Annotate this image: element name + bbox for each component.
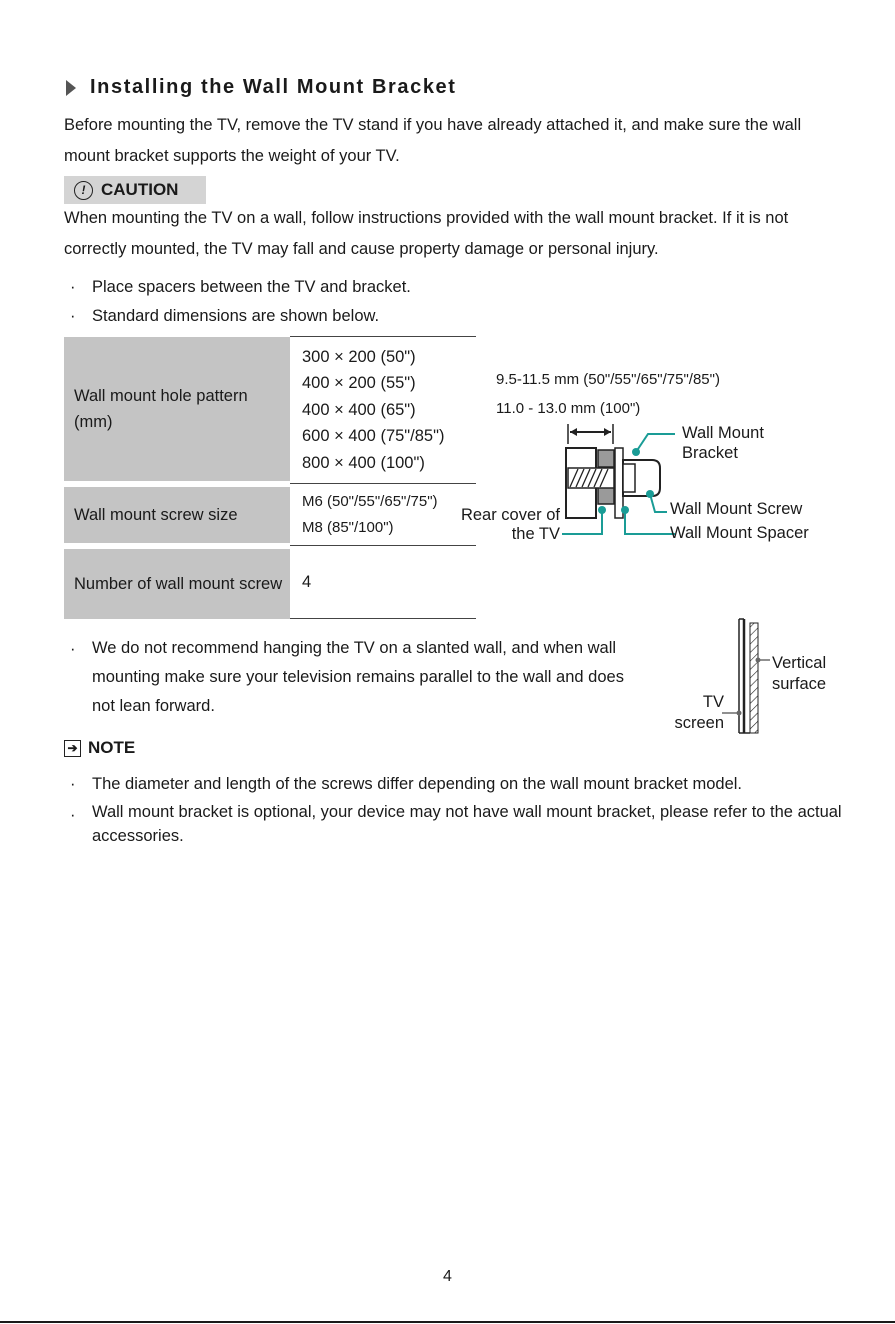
table-value: M8 (85"/100") <box>302 518 394 536</box>
table-row-values <box>290 337 476 484</box>
bullet-dot: · <box>70 775 76 793</box>
bullet-text: Wall mount bracket is optional, your device may not have wall mount bracket, please refer to the actual accessories. <box>92 803 842 845</box>
section-title <box>66 76 457 99</box>
tv-screen-label: TV screen <box>674 693 724 732</box>
table-row <box>64 484 476 546</box>
bullet-item <box>64 301 379 332</box>
table-bottom-rule <box>64 619 476 620</box>
spec-table <box>64 336 476 619</box>
bottom-rule <box>0 1321 895 1323</box>
note-label: NOTE <box>88 738 136 757</box>
bullet-text: Place spacers between the TV and bracket. <box>92 278 411 296</box>
table-row-values <box>290 484 476 546</box>
bracket-label: Wall Mount Bracket <box>682 424 764 462</box>
table-row-label: Wall mount hole pattern (mm) <box>64 337 290 484</box>
spacer-label: Wall Mount Spacer <box>670 524 809 542</box>
screw-label: Wall Mount Screw <box>670 500 803 518</box>
bullet-dot: · <box>70 278 76 296</box>
table-row-label: Number of wall mount screw <box>64 546 290 619</box>
intro-paragraph: Before mounting the TV, remove the TV stand if you have already attached it, and make sure the wall mount bracket supports the weight of your TV. <box>64 116 802 165</box>
note-badge <box>64 738 135 758</box>
section-title-text: Installing the Wall Mount Bracket <box>90 76 457 98</box>
table-row-values <box>290 546 476 619</box>
dimension-label-1: 9.5-11.5 mm (50"/55"/65"/75"/85") <box>496 371 720 388</box>
bullet-text: Standard dimensions are shown below. <box>92 307 380 325</box>
table-value: 800 × 400 (100") <box>302 453 425 472</box>
bullet-dot: · <box>70 307 76 325</box>
caution-label: CAUTION <box>101 180 179 199</box>
vertical-surface-label: Vertical surface <box>772 654 827 693</box>
dimension-label-2: 11.0 - 13.0 mm (100") <box>496 400 641 417</box>
bullet-item <box>64 634 664 721</box>
bullet-dot: · <box>70 806 76 824</box>
bullet-item <box>64 769 742 800</box>
table-row-label: Wall mount screw size <box>64 484 290 546</box>
table-row <box>64 546 476 619</box>
table-value: 600 × 400 (75"/85") <box>302 427 445 446</box>
table-value: 400 × 400 (65") <box>302 400 416 419</box>
table-value: 400 × 200 (55") <box>302 374 416 393</box>
table-row <box>64 337 476 484</box>
note-icon: ➔ <box>64 740 81 757</box>
caution-badge <box>64 176 206 204</box>
table-value: M6 (50"/55"/65"/75") <box>302 492 438 510</box>
rear-cover-label: Rear cover of the TV <box>460 506 560 543</box>
bullet-item <box>64 800 844 848</box>
page-number: 4 <box>443 1268 452 1285</box>
bullet-dot: · <box>70 640 76 658</box>
caution-text: When mounting the TV on a wall, follow instructions provided with the wall mount bracket. If it is not correctly mounted, the TV may fall and cause property damage or personal injury. <box>64 209 789 258</box>
bullet-text: We do not recommend hanging the TV on a slanted wall, and when wall mounting make sure your television remains parallel to the wall and does not lean forward. <box>92 639 624 715</box>
triangle-bullet-icon <box>66 80 76 96</box>
bullet-item <box>64 272 411 303</box>
caution-icon: ! <box>74 181 93 200</box>
bullet-text: The diameter and length of the screws differ depending on the wall mount bracket model. <box>92 775 742 793</box>
table-value: 300 × 200 (50") <box>302 347 416 366</box>
table-value: 4 <box>302 572 312 591</box>
